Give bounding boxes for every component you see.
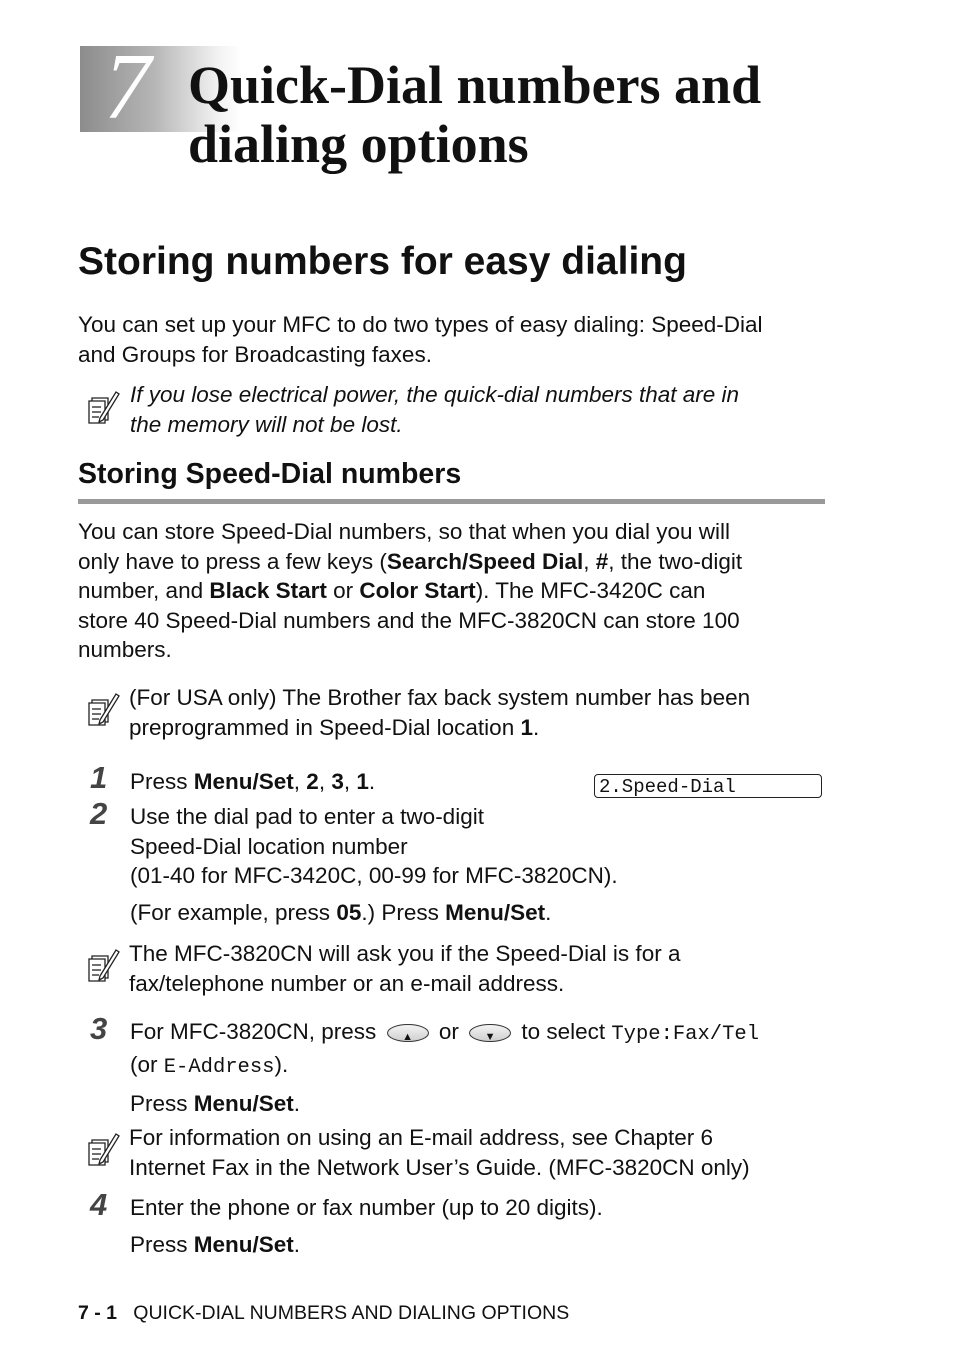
step2-line3: (01-40 for MFC-3420C, 00-99 for MFC-3820CN).: [130, 863, 618, 888]
intro-line1: You can set up your MFC to do two types of easy dialing: Speed-Dial: [78, 312, 763, 337]
step4-text: [130, 1193, 603, 1259]
subsection-paragraph: [78, 517, 742, 665]
page-number: 7 - 1: [78, 1302, 118, 1324]
para-line3: number, and Black Start or Color Start). The MFC-3420C can: [78, 578, 706, 603]
chapter-title-line1: Quick-Dial numbers and: [188, 55, 762, 115]
note-memory: [130, 380, 739, 439]
step3-line2: (or E-Address).: [130, 1051, 289, 1079]
chapter-number: 7: [104, 35, 151, 139]
step4-press: Press Menu/Set.: [130, 1231, 301, 1257]
step-number: 4: [90, 1187, 108, 1222]
step3-text: [130, 1017, 830, 1119]
para-line2: only have to press a few keys (Search/Speed Dial, #, the two-digit: [78, 548, 743, 574]
step2-line1: Use the dial pad to enter a two-digit: [130, 804, 484, 829]
note-pencil-icon: [86, 946, 120, 986]
note-email-info: [129, 1123, 750, 1182]
up-arrow-key-icon: ▲: [387, 1024, 429, 1042]
chapter-title-line2: dialing options: [188, 114, 529, 174]
step-number: 3: [90, 1011, 108, 1046]
step3-press: Press Menu/Set.: [130, 1091, 301, 1116]
para-line1: You can store Speed-Dial numbers, so that when you dial you will: [78, 519, 731, 544]
note-pencil-icon: [86, 1130, 120, 1170]
section-title: Storing numbers for easy dialing: [78, 240, 687, 283]
note2-line1: (For USA only) The Brother fax back system number has been: [129, 685, 751, 710]
step3-line1: For MFC-3820CN, press ▲ or ▼ to select Type:Fax/Tel: [130, 1019, 759, 1046]
chapter-title: [188, 56, 761, 174]
note3-line2: fax/telephone number or an e-mail address.: [129, 970, 565, 996]
note-speed-dial-type: [129, 939, 680, 998]
intro-line2: and Groups for Broadcasting faxes.: [78, 341, 432, 367]
section-intro: [78, 310, 763, 369]
step-number: 2: [90, 796, 108, 831]
para-line5: numbers.: [78, 637, 172, 662]
note2-line2: preprogrammed in Speed-Dial location 1.: [129, 714, 540, 740]
note1-line2: the memory will not be lost.: [130, 411, 403, 437]
step2-line4: (For example, press 05.) Press Menu/Set.: [130, 899, 552, 925]
note1-line1: If you lose electrical power, the quick-dial numbers that are in: [130, 382, 740, 407]
note-pencil-icon: [86, 690, 120, 730]
note-fax-back: [129, 683, 750, 742]
note4-line1: For information on using an E-mail address, see Chapter 6: [129, 1125, 714, 1150]
step1-text: Press Menu/Set, 2, 3, 1.: [130, 769, 376, 794]
lcd-display: 2.Speed-Dial: [594, 774, 822, 798]
subsection-title: Storing Speed-Dial numbers: [78, 458, 462, 490]
footer-chapter-name: QUICK-DIAL NUMBERS AND DIALING OPTIONS: [133, 1302, 570, 1324]
page-footer: [78, 1302, 569, 1325]
subsection-rule: [78, 499, 825, 504]
down-arrow-key-icon: ▼: [469, 1024, 511, 1042]
note4-line2: Internet Fax in the Network User’s Guide. (MFC-3820CN only): [129, 1154, 750, 1180]
note3-line1: The MFC-3820CN will ask you if the Speed-Dial is for a: [129, 941, 681, 966]
note-pencil-icon: [86, 388, 120, 428]
para-line4: store 40 Speed-Dial numbers and the MFC-3820CN can store 100: [78, 607, 740, 633]
step2-text: [130, 802, 618, 927]
step-number: 1: [90, 760, 108, 795]
step4-line1: Enter the phone or fax number (up to 20 digits).: [130, 1195, 603, 1220]
step2-line2: Speed-Dial location number: [130, 833, 408, 859]
